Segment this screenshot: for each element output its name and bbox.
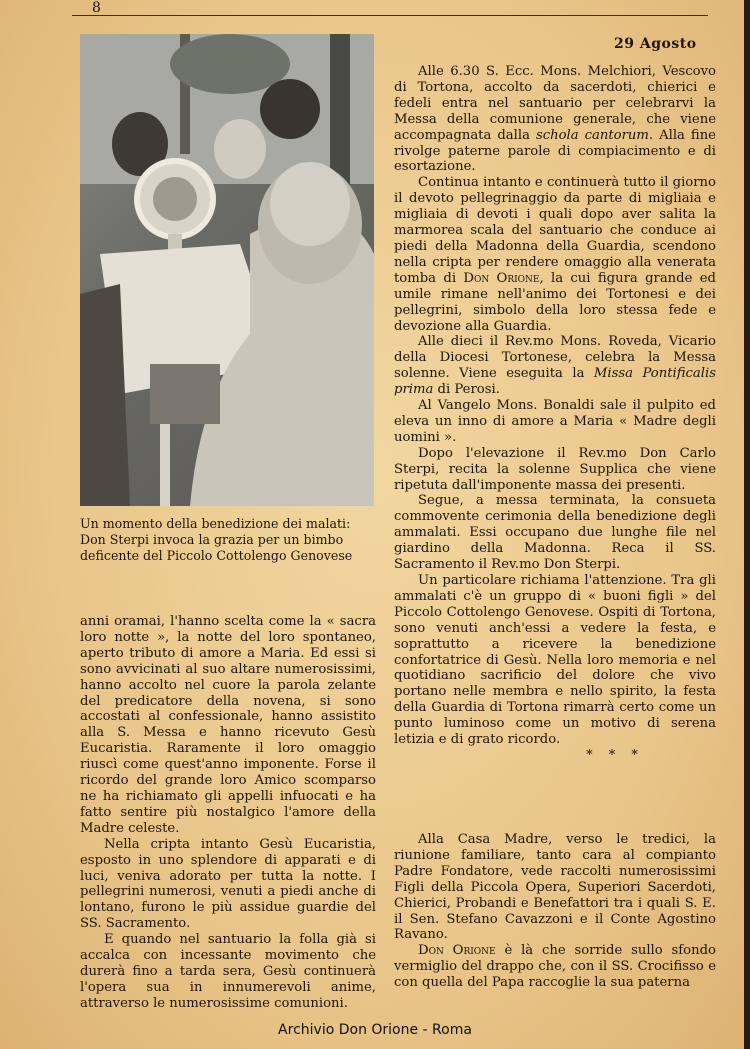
caption-line: Don Sterpi invoca la grazia per un bimbo [80, 532, 344, 547]
section-separator: * * * [586, 747, 644, 763]
blessing-photo-illustration [80, 34, 374, 506]
page-number: 8 [92, 0, 101, 16]
paragraph: Continua intanto e continuerà tutto il giorno il devoto pellegrinaggio da parte di migliaia e migliaia di devoti i quali dopo aver salita la marmorea scala del santuario che conduce ai piedi della Madonna della Guardia, scendono nella cripta per rendere omaggio alla venerata tomba di Don Orione, la cui figura grande ed umile rimane nell'animo dei Tortonesi e dei pellegrini, simbolo della loro stessa fede e devozione alla Guardia. [394, 175, 716, 334]
paragraph: Nella cripta intanto Gesù Eucaristia, esposto in uno splendore di apparati e di luci, veniva adorato per tutta la notte. I pellegrini numerosi, venuti a piedi anche di lontano, furono le più assidue guardie del SS. Sacramento. [80, 836, 376, 932]
left-column-text [80, 614, 376, 1012]
caption-line: deficente del Piccolo Cottolengo Genovese [80, 548, 353, 563]
paragraph: Alla Casa Madre, verso le tredici, la riunione familiare, tanto cara al compianto Padre Fondatore, vede raccolti numerosissimi Figli della Piccola Opera, Superiori Sacerdoti, Chierici, Probandi e Benefattori tra i quali S. E. il Sen. Stefano Cavazzoni e il Conte Agostino Ravano. [394, 832, 716, 943]
paragraph: Alle dieci il Rev.mo Mons. Roveda, Vicario della Diocesi Tortonese, celebra la Messa solenne. Viene eseguita la Missa Pontificalis prima di Perosi. [394, 334, 716, 398]
page-edge [744, 0, 750, 1049]
paragraph: Don Orione è là che sorride sullo sfondo vermiglio del drappo che, con il SS. Crocifisso e con quella del Papa raccoglie la sua paterna [394, 943, 716, 991]
photo-caption [80, 516, 380, 564]
paragraph: Alle 6.30 S. Ecc. Mons. Melchiori, Vescovo di Tortona, accolto da sacerdoti, chierici e fedeli entra nel santuario per celebrarvi la Messa della comunione generale, che viene accompagnata dalla schola cantorum. Alla fine rivolge paterne parole di compiacimento e di esortazione. [394, 64, 716, 175]
caption-line: Un momento della benedizione dei malati: [80, 516, 351, 531]
right-column-text-bottom [394, 832, 716, 991]
archive-footer: Archivio Don Orione - Roma [278, 1022, 472, 1038]
paragraph: Un particolare richiama l'attenzione. Tra gli ammalati c'è un gruppo di « buoni figli » del Piccolo Cottolengo Genovese. Ospiti di Tortona, sono venuti anch'essi a vedere la festa, e soprattutto a ricevere la benedizione confortatrice di Gesù. Nella loro memoria e nel quotidiano sacrificio del dolore che vivo portano nelle membra e nello spirito, la festa della Guardia di Tortona rimarrà certo come un punto luminoso come un motivo di serena letizia e di grato ricordo. [394, 573, 716, 748]
header-rule [72, 15, 708, 16]
paragraph: anni oramai, l'hanno scelta come la « sacra loro notte », la notte del loro spontaneo, aperto tributo di amore a Maria. Ed essi si sono avvicinati al suo altare numerosissimi, hanno accolto nel cuore la parola zelante del predicatore della novena, si sono accostati al confessionale, hanno assistito alla S. Messa e hanno ricevuto Gesù Eucaristia. Raramente il loro omaggio riuscì come quest'anno imponente. Forse il ricordo del grande loro Amico scomparso ne ha richiamato gli appelli infuocati e ha fatto sentire più nostalgico l'amore della Madre celeste. [80, 614, 376, 836]
date-heading: 29 Agosto [614, 36, 697, 52]
paragraph: E quando nel santuario la folla già si accalca con incessante movimento che durerà fino a tarda sera, Gesù continuerà l'opera sua in innumerevoli anime, attraverso le numerosissime comunioni. [80, 932, 376, 1011]
paragraph: Segue, a messa terminata, la consueta commovente cerimonia della benedizione degli ammalati. Essi occupano due lunghe file nel giardino della Madonna. Reca il SS. Sacramento il Rev.mo Don Sterpi. [394, 493, 716, 573]
paragraph: Al Vangelo Mons. Bonaldi sale il pulpito ed eleva un inno di amore a Maria « Madre degli uomini ». [394, 398, 716, 445]
right-column-text [394, 64, 716, 764]
paragraph: Dopo l'elevazione il Rev.mo Don Carlo Sterpi, recita la solenne Supplica che viene ripetuta dall'imponente massa dei presenti. [394, 445, 716, 493]
photograph [80, 34, 374, 506]
